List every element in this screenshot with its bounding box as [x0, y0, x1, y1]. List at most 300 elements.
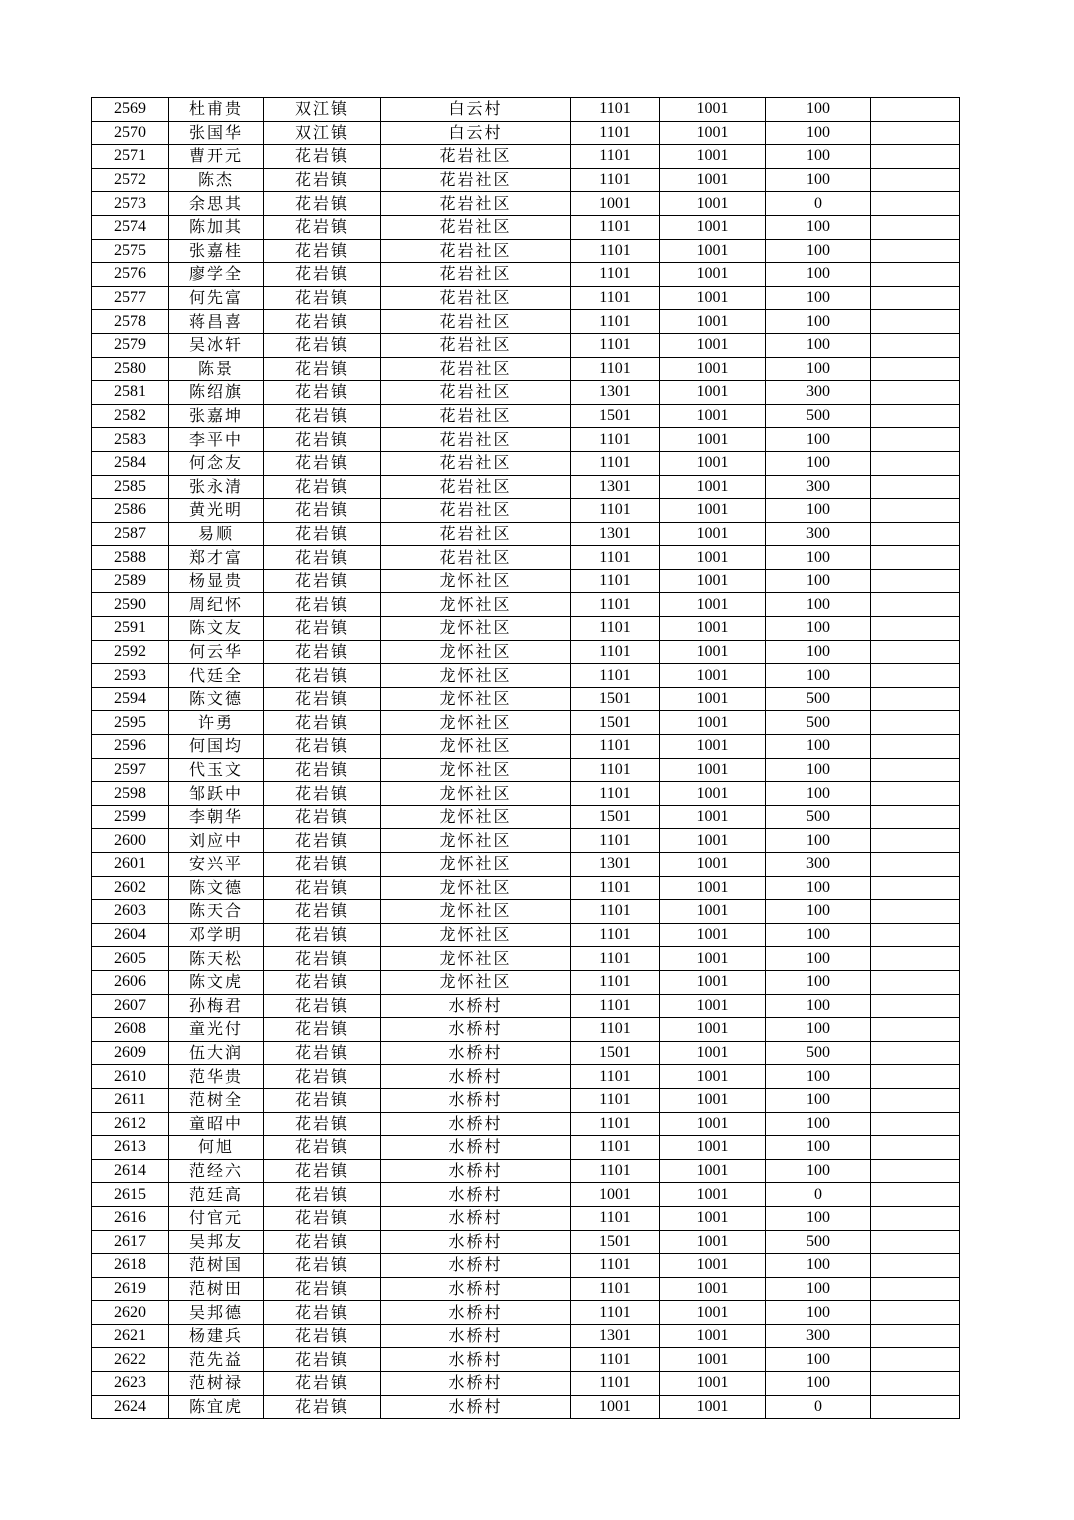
village-cell: 花岩社区	[381, 357, 571, 381]
row-number-cell: 2591	[92, 617, 169, 641]
town-cell: 花岩镇	[264, 357, 381, 381]
name-cell: 刘应中	[169, 829, 264, 853]
remark-cell	[871, 664, 960, 688]
town-cell: 花岩镇	[264, 215, 381, 239]
code-a-cell: 1101	[571, 1206, 660, 1230]
remark-cell	[871, 428, 960, 452]
table-row	[92, 947, 960, 971]
code-a-cell: 1101	[571, 970, 660, 994]
amount-cell: 100	[766, 664, 871, 688]
code-b-cell: 1001	[660, 1230, 766, 1254]
code-b-cell: 1001	[660, 782, 766, 806]
remark-cell	[871, 970, 960, 994]
remark-cell	[871, 1254, 960, 1278]
name-cell: 吴邦友	[169, 1230, 264, 1254]
code-b-cell: 1001	[660, 1395, 766, 1419]
amount-cell: 500	[766, 687, 871, 711]
name-cell: 何旭	[169, 1136, 264, 1160]
table-row	[92, 286, 960, 310]
name-cell: 陈天合	[169, 900, 264, 924]
name-cell: 黄光明	[169, 499, 264, 523]
village-cell: 花岩社区	[381, 145, 571, 169]
village-cell: 水桥村	[381, 1206, 571, 1230]
table-row	[92, 145, 960, 169]
code-a-cell: 1101	[571, 1136, 660, 1160]
village-cell: 白云村	[381, 121, 571, 145]
village-cell: 花岩社区	[381, 381, 571, 405]
remark-cell	[871, 192, 960, 216]
table-row	[92, 569, 960, 593]
village-cell: 花岩社区	[381, 192, 571, 216]
code-a-cell: 1101	[571, 617, 660, 641]
amount-cell: 100	[766, 1206, 871, 1230]
code-a-cell: 1501	[571, 404, 660, 428]
name-cell: 付官元	[169, 1206, 264, 1230]
row-number-cell: 2571	[92, 145, 169, 169]
table-row	[92, 1277, 960, 1301]
table-row	[92, 1183, 960, 1207]
code-b-cell: 1001	[660, 923, 766, 947]
amount-cell: 100	[766, 1372, 871, 1396]
row-number-cell: 2576	[92, 263, 169, 287]
table-row	[92, 970, 960, 994]
village-cell: 花岩社区	[381, 499, 571, 523]
table-row	[92, 1254, 960, 1278]
remark-cell	[871, 805, 960, 829]
town-cell: 花岩镇	[264, 617, 381, 641]
table-row	[92, 475, 960, 499]
town-cell: 花岩镇	[264, 569, 381, 593]
code-b-cell: 1001	[660, 900, 766, 924]
name-cell: 范树禄	[169, 1372, 264, 1396]
code-a-cell: 1101	[571, 876, 660, 900]
village-cell: 花岩社区	[381, 475, 571, 499]
code-a-cell: 1501	[571, 1230, 660, 1254]
village-cell: 白云村	[381, 98, 571, 122]
table-row	[92, 215, 960, 239]
row-number-cell: 2593	[92, 664, 169, 688]
amount-cell: 100	[766, 640, 871, 664]
code-a-cell: 1501	[571, 711, 660, 735]
amount-cell: 500	[766, 805, 871, 829]
code-b-cell: 1001	[660, 1372, 766, 1396]
code-b-cell: 1001	[660, 1254, 766, 1278]
amount-cell: 100	[766, 428, 871, 452]
name-cell: 陈文虎	[169, 970, 264, 994]
town-cell: 花岩镇	[264, 829, 381, 853]
town-cell: 花岩镇	[264, 876, 381, 900]
amount-cell: 100	[766, 876, 871, 900]
row-number-cell: 2617	[92, 1230, 169, 1254]
table-row	[92, 1372, 960, 1396]
town-cell: 花岩镇	[264, 1372, 381, 1396]
village-cell: 水桥村	[381, 1395, 571, 1419]
town-cell: 花岩镇	[264, 923, 381, 947]
village-cell: 水桥村	[381, 1041, 571, 1065]
amount-cell: 0	[766, 1395, 871, 1419]
village-cell: 龙怀社区	[381, 758, 571, 782]
remark-cell	[871, 499, 960, 523]
row-number-cell: 2586	[92, 499, 169, 523]
amount-cell: 100	[766, 617, 871, 641]
name-cell: 陈文德	[169, 876, 264, 900]
remark-cell	[871, 168, 960, 192]
name-cell: 曹开元	[169, 145, 264, 169]
code-a-cell: 1101	[571, 310, 660, 334]
name-cell: 范先益	[169, 1348, 264, 1372]
remark-cell	[871, 782, 960, 806]
name-cell: 范树全	[169, 1088, 264, 1112]
code-a-cell: 1301	[571, 853, 660, 877]
amount-cell: 100	[766, 1112, 871, 1136]
code-b-cell: 1001	[660, 168, 766, 192]
remark-cell	[871, 215, 960, 239]
amount-cell: 100	[766, 1301, 871, 1325]
row-number-cell: 2583	[92, 428, 169, 452]
amount-cell: 100	[766, 1348, 871, 1372]
remark-cell	[871, 1230, 960, 1254]
town-cell: 双江镇	[264, 98, 381, 122]
table-row	[92, 428, 960, 452]
remark-cell	[871, 900, 960, 924]
name-cell: 陈加其	[169, 215, 264, 239]
amount-cell: 100	[766, 1088, 871, 1112]
town-cell: 花岩镇	[264, 404, 381, 428]
code-b-cell: 1001	[660, 569, 766, 593]
code-a-cell: 1101	[571, 215, 660, 239]
amount-cell: 100	[766, 145, 871, 169]
remark-cell	[871, 735, 960, 759]
table-row	[92, 499, 960, 523]
code-a-cell: 1101	[571, 1112, 660, 1136]
table-row	[92, 735, 960, 759]
town-cell: 花岩镇	[264, 805, 381, 829]
table-row	[92, 1136, 960, 1160]
table-row	[92, 1088, 960, 1112]
town-cell: 花岩镇	[264, 782, 381, 806]
table-row	[92, 994, 960, 1018]
amount-cell: 100	[766, 593, 871, 617]
code-a-cell: 1101	[571, 900, 660, 924]
town-cell: 花岩镇	[264, 593, 381, 617]
code-b-cell: 1001	[660, 687, 766, 711]
row-number-cell: 2592	[92, 640, 169, 664]
amount-cell: 100	[766, 239, 871, 263]
code-b-cell: 1001	[660, 664, 766, 688]
code-a-cell: 1101	[571, 1301, 660, 1325]
code-b-cell: 1001	[660, 1112, 766, 1136]
code-b-cell: 1001	[660, 192, 766, 216]
code-b-cell: 1001	[660, 829, 766, 853]
remark-cell	[871, 546, 960, 570]
remark-cell	[871, 758, 960, 782]
amount-cell: 100	[766, 923, 871, 947]
name-cell: 代廷全	[169, 664, 264, 688]
row-number-cell: 2579	[92, 333, 169, 357]
amount-cell: 100	[766, 735, 871, 759]
village-cell: 龙怀社区	[381, 664, 571, 688]
village-cell: 水桥村	[381, 1301, 571, 1325]
code-a-cell: 1101	[571, 499, 660, 523]
remark-cell	[871, 1112, 960, 1136]
code-a-cell: 1101	[571, 735, 660, 759]
code-b-cell: 1001	[660, 805, 766, 829]
village-cell: 龙怀社区	[381, 569, 571, 593]
remark-cell	[871, 522, 960, 546]
town-cell: 花岩镇	[264, 735, 381, 759]
code-a-cell: 1101	[571, 286, 660, 310]
remark-cell	[871, 569, 960, 593]
row-number-cell: 2614	[92, 1159, 169, 1183]
town-cell: 花岩镇	[264, 1112, 381, 1136]
village-cell: 龙怀社区	[381, 923, 571, 947]
row-number-cell: 2619	[92, 1277, 169, 1301]
village-cell: 龙怀社区	[381, 805, 571, 829]
row-number-cell: 2580	[92, 357, 169, 381]
village-cell: 花岩社区	[381, 333, 571, 357]
amount-cell: 100	[766, 121, 871, 145]
remark-cell	[871, 1183, 960, 1207]
name-cell: 何云华	[169, 640, 264, 664]
amount-cell: 300	[766, 475, 871, 499]
amount-cell: 0	[766, 192, 871, 216]
table-row	[92, 381, 960, 405]
amount-cell: 300	[766, 1324, 871, 1348]
code-b-cell: 1001	[660, 593, 766, 617]
town-cell: 花岩镇	[264, 1136, 381, 1160]
name-cell: 陈宜虎	[169, 1395, 264, 1419]
village-cell: 花岩社区	[381, 546, 571, 570]
town-cell: 花岩镇	[264, 263, 381, 287]
town-cell: 花岩镇	[264, 1395, 381, 1419]
code-b-cell: 1001	[660, 1277, 766, 1301]
remark-cell	[871, 1041, 960, 1065]
town-cell: 花岩镇	[264, 192, 381, 216]
name-cell: 童昭中	[169, 1112, 264, 1136]
table-row	[92, 1395, 960, 1419]
code-a-cell: 1101	[571, 451, 660, 475]
town-cell: 花岩镇	[264, 1041, 381, 1065]
amount-cell: 100	[766, 263, 871, 287]
name-cell: 张永清	[169, 475, 264, 499]
name-cell: 杨显贵	[169, 569, 264, 593]
village-cell: 龙怀社区	[381, 853, 571, 877]
town-cell: 花岩镇	[264, 1088, 381, 1112]
remark-cell	[871, 263, 960, 287]
remark-cell	[871, 1159, 960, 1183]
row-number-cell: 2607	[92, 994, 169, 1018]
town-cell: 花岩镇	[264, 145, 381, 169]
town-cell: 花岩镇	[264, 1065, 381, 1089]
table-row	[92, 853, 960, 877]
row-number-cell: 2570	[92, 121, 169, 145]
code-b-cell: 1001	[660, 522, 766, 546]
name-cell: 何国均	[169, 735, 264, 759]
table-row	[92, 1018, 960, 1042]
village-cell: 花岩社区	[381, 404, 571, 428]
table-row	[92, 121, 960, 145]
code-a-cell: 1501	[571, 687, 660, 711]
row-number-cell: 2615	[92, 1183, 169, 1207]
amount-cell: 100	[766, 758, 871, 782]
village-cell: 水桥村	[381, 1159, 571, 1183]
remark-cell	[871, 687, 960, 711]
village-cell: 龙怀社区	[381, 640, 571, 664]
code-b-cell: 1001	[660, 1088, 766, 1112]
code-b-cell: 1001	[660, 970, 766, 994]
town-cell: 花岩镇	[264, 853, 381, 877]
amount-cell: 100	[766, 1159, 871, 1183]
town-cell: 花岩镇	[264, 475, 381, 499]
code-b-cell: 1001	[660, 98, 766, 122]
town-cell: 花岩镇	[264, 1018, 381, 1042]
table-row	[92, 522, 960, 546]
remark-cell	[871, 640, 960, 664]
name-cell: 陈景	[169, 357, 264, 381]
name-cell: 范树国	[169, 1254, 264, 1278]
table-row	[92, 1065, 960, 1089]
code-a-cell: 1101	[571, 640, 660, 664]
amount-cell: 0	[766, 1183, 871, 1207]
row-number-cell: 2603	[92, 900, 169, 924]
code-b-cell: 1001	[660, 428, 766, 452]
remark-cell	[871, 593, 960, 617]
town-cell: 花岩镇	[264, 1183, 381, 1207]
remark-cell	[871, 475, 960, 499]
row-number-cell: 2612	[92, 1112, 169, 1136]
remark-cell	[871, 310, 960, 334]
town-cell: 花岩镇	[264, 664, 381, 688]
table-row	[92, 758, 960, 782]
table-row	[92, 711, 960, 735]
village-cell: 龙怀社区	[381, 617, 571, 641]
code-a-cell: 1101	[571, 1277, 660, 1301]
row-number-cell: 2584	[92, 451, 169, 475]
amount-cell: 100	[766, 546, 871, 570]
remark-cell	[871, 829, 960, 853]
name-cell: 范经六	[169, 1159, 264, 1183]
name-cell: 许勇	[169, 711, 264, 735]
table-row	[92, 782, 960, 806]
town-cell: 花岩镇	[264, 1159, 381, 1183]
row-number-cell: 2602	[92, 876, 169, 900]
remark-cell	[871, 239, 960, 263]
row-number-cell: 2575	[92, 239, 169, 263]
name-cell: 吴冰轩	[169, 333, 264, 357]
village-cell: 水桥村	[381, 1018, 571, 1042]
code-b-cell: 1001	[660, 735, 766, 759]
village-cell: 花岩社区	[381, 310, 571, 334]
code-a-cell: 1101	[571, 145, 660, 169]
code-b-cell: 1001	[660, 853, 766, 877]
table-row	[92, 333, 960, 357]
code-b-cell: 1001	[660, 475, 766, 499]
amount-cell: 100	[766, 1136, 871, 1160]
remark-cell	[871, 404, 960, 428]
code-a-cell: 1101	[571, 1088, 660, 1112]
remark-cell	[871, 1372, 960, 1396]
village-cell: 水桥村	[381, 1348, 571, 1372]
town-cell: 花岩镇	[264, 1230, 381, 1254]
remark-cell	[871, 451, 960, 475]
amount-cell: 500	[766, 404, 871, 428]
table-row	[92, 192, 960, 216]
amount-cell: 300	[766, 853, 871, 877]
remark-cell	[871, 1065, 960, 1089]
amount-cell: 500	[766, 711, 871, 735]
remark-cell	[871, 853, 960, 877]
amount-cell: 100	[766, 900, 871, 924]
village-cell: 龙怀社区	[381, 593, 571, 617]
village-cell: 水桥村	[381, 1324, 571, 1348]
code-a-cell: 1101	[571, 1018, 660, 1042]
remark-cell	[871, 1136, 960, 1160]
table-row	[92, 357, 960, 381]
code-a-cell: 1101	[571, 1254, 660, 1278]
town-cell: 花岩镇	[264, 994, 381, 1018]
amount-cell: 100	[766, 1018, 871, 1042]
name-cell: 蒋昌喜	[169, 310, 264, 334]
code-a-cell: 1101	[571, 98, 660, 122]
code-b-cell: 1001	[660, 404, 766, 428]
remark-cell	[871, 98, 960, 122]
name-cell: 杜甫贵	[169, 98, 264, 122]
village-cell: 龙怀社区	[381, 970, 571, 994]
town-cell: 花岩镇	[264, 381, 381, 405]
row-number-cell: 2621	[92, 1324, 169, 1348]
code-a-cell: 1101	[571, 923, 660, 947]
town-cell: 花岩镇	[264, 1324, 381, 1348]
code-b-cell: 1001	[660, 1041, 766, 1065]
name-cell: 陈天松	[169, 947, 264, 971]
row-number-cell: 2622	[92, 1348, 169, 1372]
remark-cell	[871, 1088, 960, 1112]
village-cell: 花岩社区	[381, 522, 571, 546]
town-cell: 花岩镇	[264, 428, 381, 452]
name-cell: 孙梅君	[169, 994, 264, 1018]
table-row	[92, 1348, 960, 1372]
code-a-cell: 1301	[571, 381, 660, 405]
code-b-cell: 1001	[660, 215, 766, 239]
village-cell: 水桥村	[381, 1183, 571, 1207]
code-a-cell: 1101	[571, 239, 660, 263]
row-number-cell: 2598	[92, 782, 169, 806]
village-cell: 水桥村	[381, 1254, 571, 1278]
town-cell: 花岩镇	[264, 1348, 381, 1372]
village-cell: 龙怀社区	[381, 687, 571, 711]
table-row	[92, 546, 960, 570]
row-number-cell: 2623	[92, 1372, 169, 1396]
amount-cell: 100	[766, 286, 871, 310]
name-cell: 李平中	[169, 428, 264, 452]
town-cell: 花岩镇	[264, 970, 381, 994]
remark-cell	[871, 1301, 960, 1325]
town-cell: 花岩镇	[264, 687, 381, 711]
village-cell: 龙怀社区	[381, 876, 571, 900]
village-cell: 水桥村	[381, 1372, 571, 1396]
code-a-cell: 1101	[571, 333, 660, 357]
row-number-cell: 2604	[92, 923, 169, 947]
table-row	[92, 1206, 960, 1230]
code-a-cell: 1101	[571, 829, 660, 853]
town-cell: 花岩镇	[264, 900, 381, 924]
name-cell: 邓学明	[169, 923, 264, 947]
code-b-cell: 1001	[660, 1159, 766, 1183]
table-row	[92, 664, 960, 688]
name-cell: 廖学全	[169, 263, 264, 287]
town-cell: 花岩镇	[264, 1301, 381, 1325]
amount-cell: 100	[766, 569, 871, 593]
